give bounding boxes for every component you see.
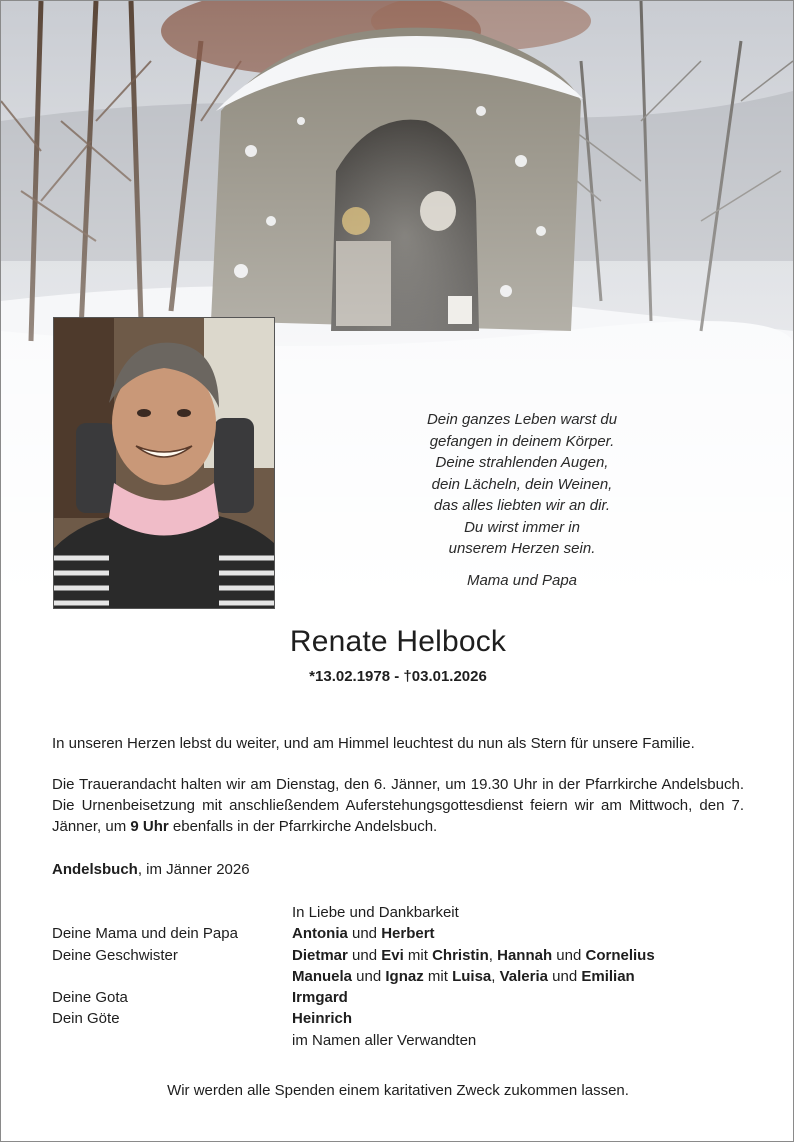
service-time: 9 Uhr — [130, 818, 169, 835]
connector: , — [488, 946, 498, 964]
poem-signature: Mama und Papa — [466, 571, 578, 589]
mourner-row-parents — [52, 923, 744, 944]
connector: mit — [403, 946, 433, 964]
connector: mit — [423, 967, 453, 985]
mourner-names — [292, 945, 744, 966]
place-date — [52, 859, 744, 880]
mourner-row-siblings — [52, 945, 744, 966]
mourner-name: Herbert — [381, 925, 435, 943]
service-text: Die Trauerandacht halten wir am Dienstag, den 6. Jänner, um 19.30 Uhr in der Pfarrkirche Andelsbuch. Die Urnenbeisetzung mit anschließendem Auferstehungsgottesdienst feiern wir am Mittwoch, den 7. Jänner, um — [52, 776, 744, 835]
poem-line: gefangen in deinem Körper. — [429, 432, 615, 450]
mourner-name: Antonia — [292, 925, 348, 943]
relation-label: Dein Göte — [52, 1010, 120, 1028]
mourner-name: Luisa — [452, 967, 492, 985]
life-dates: *13.02.1978 - †03.01.2026 — [309, 668, 487, 685]
mourner-name: Ignaz — [385, 967, 424, 985]
date-text: , im Jänner 2026 — [137, 861, 250, 878]
intro-text: In unseren Herzen lebst du weiter, und am Himmel leuchtest du nun als Stern für unsere Familie. — [52, 735, 695, 752]
memorial-poem — [381, 409, 663, 591]
mourner-name: Dietmar — [292, 946, 348, 964]
poem-line: unserem Herzen sein. — [448, 540, 596, 557]
poem-line: dein Lächeln, dein Weinen, — [431, 475, 613, 493]
poem-line: Du wirst immer in — [464, 518, 580, 536]
relation-label: Deine Gota — [52, 989, 128, 1007]
portrait-photo — [53, 317, 275, 609]
mourner-name: Hannah — [497, 946, 553, 964]
mourner-names — [292, 1008, 744, 1029]
mourner-names — [292, 966, 744, 987]
service-text-end: ebenfalls in der Pfarrkirche Andelsbuch. — [168, 818, 438, 835]
poem-line: Dein ganzes Leben warst du — [426, 411, 618, 428]
mourner-name: Irmgard — [292, 989, 348, 1007]
donation-note: Wir werden alle Spenden einem karitativen Zweck zukommen lassen. — [167, 1082, 629, 1099]
connector: und — [347, 946, 382, 964]
poem-line: das alles liebten wir an dir. — [433, 497, 611, 514]
mourner-row-gote — [52, 1008, 744, 1029]
mourner-row-gota — [52, 987, 744, 1008]
connector: und — [552, 946, 586, 964]
mourner-name: Emilian — [581, 967, 635, 985]
mourner-name: Manuela — [292, 967, 353, 985]
mourners-header-row — [52, 902, 744, 923]
connector: , — [491, 967, 500, 985]
place: Andelsbuch — [52, 861, 138, 878]
mourner-name: Evi — [381, 946, 404, 964]
relation-label: Deine Mama und dein Papa — [52, 925, 238, 943]
mourner-name: Heinrich — [292, 1010, 353, 1028]
mourner-name: Valeria — [499, 967, 548, 985]
relation-label: Deine Geschwister — [52, 946, 178, 964]
mourner-name: Christin — [432, 946, 489, 964]
mourner-row-relatives — [52, 1030, 744, 1051]
mourner-name: Cornelius — [585, 946, 655, 964]
poem-line: Deine strahlenden Augen, — [435, 454, 609, 471]
mourner-names — [292, 923, 744, 944]
mourners-list — [52, 902, 744, 1051]
deceased-name: Renate Helbock — [289, 625, 507, 658]
connector: und — [352, 967, 386, 985]
mourner-row-siblings-2 — [52, 966, 744, 987]
relatives-text: im Namen aller Verwandten — [292, 1031, 477, 1049]
mourners-header: In Liebe und Dankbarkeit — [292, 904, 459, 921]
service-info — [52, 774, 744, 837]
connector: und — [548, 967, 582, 985]
connector: und — [347, 925, 382, 943]
mourner-names — [292, 987, 744, 1008]
